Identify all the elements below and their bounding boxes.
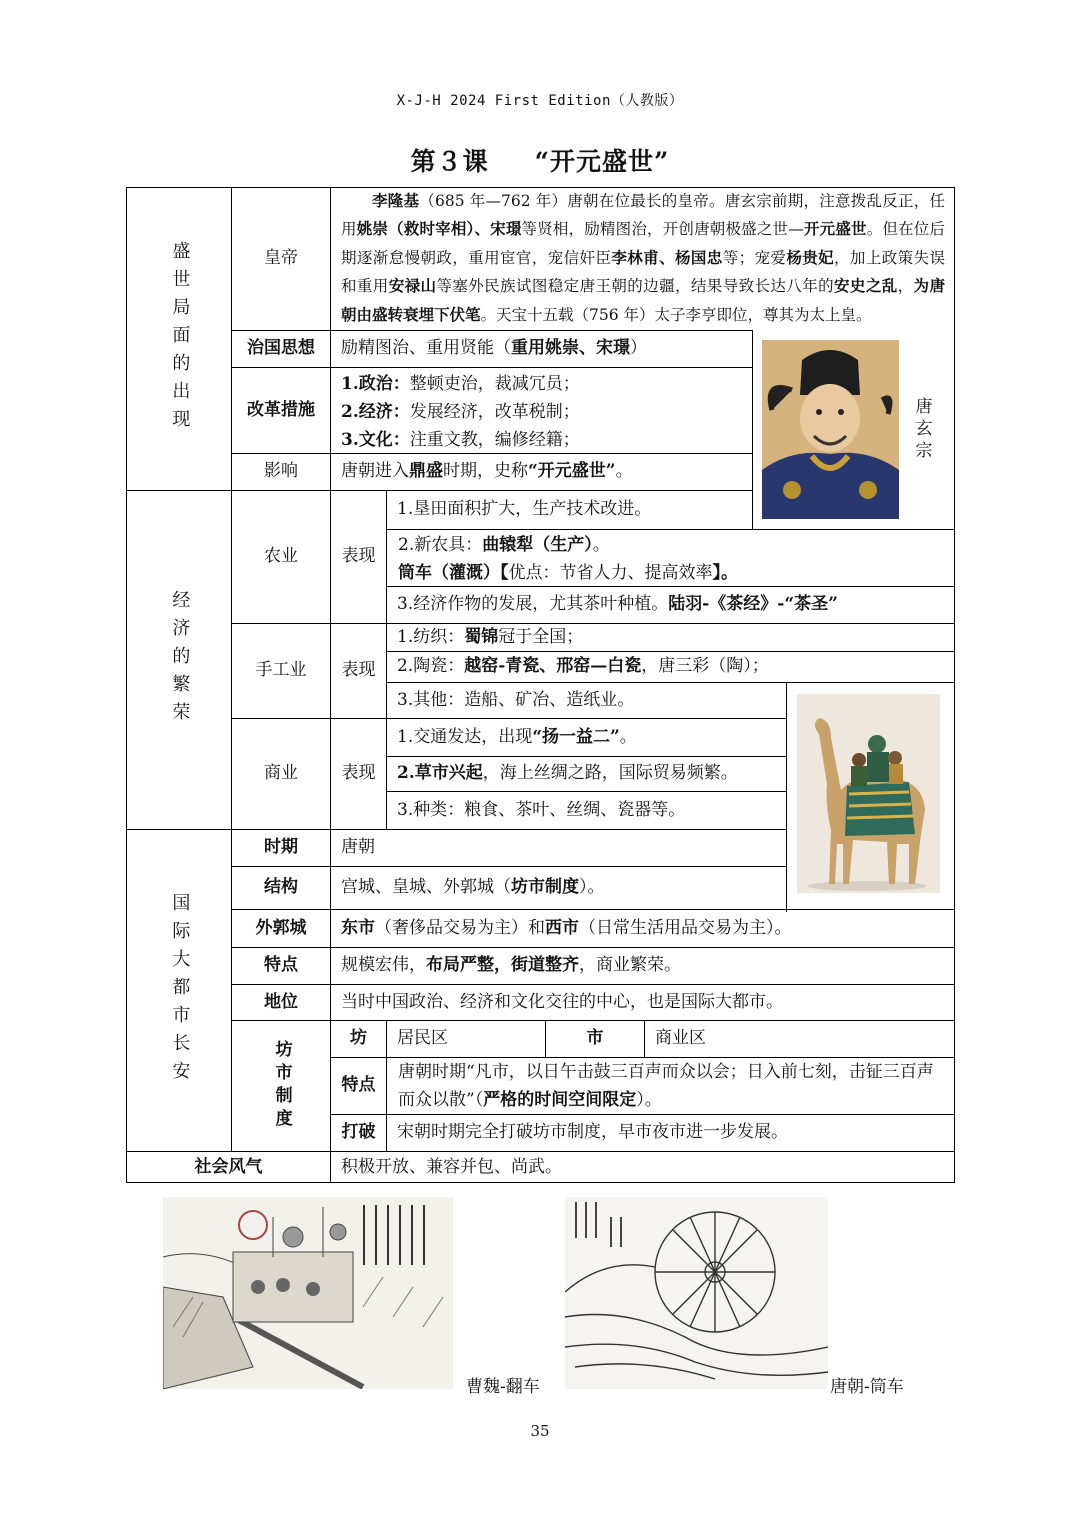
text-bold: “开元盛世” — [528, 461, 616, 482]
outer-city-value — [331, 910, 954, 947]
text-span: 宫城、皇城、外郭城（ — [341, 877, 511, 898]
text-bold: 越窑-青瓷、邢窑—白瓷 — [464, 656, 642, 677]
text-bold: 2.经济： — [341, 402, 410, 422]
text-span: 。天宝十五载（756 年）太子李亨即位，尊其为太上皇。 — [480, 305, 872, 324]
text-bold: 安禄山 — [388, 276, 437, 296]
text-span: 发展经济，改革税制； — [409, 402, 580, 422]
text-bold: 曲辕犁（生产） — [482, 535, 593, 555]
text-span: （奢侈品交易为主）和 — [375, 917, 545, 938]
emperor-label: 皇帝 — [264, 248, 298, 269]
shi-label: 市 — [586, 1028, 604, 1049]
text-span: 1.交通发达，出现 — [397, 726, 533, 747]
text-span: 规模宏伟， — [341, 955, 426, 976]
section-prosperity-rise: 盛世局面的出现 — [169, 241, 191, 437]
structure-value — [331, 867, 786, 909]
fang-label: 坊 — [350, 1028, 367, 1049]
text-bold: 】。 — [712, 563, 738, 583]
text-bold: 鼎盛 — [409, 461, 443, 482]
text-span: 注重文教，编修经籍； — [409, 430, 580, 450]
text-bold: 杨贵妃 — [786, 247, 835, 267]
page-number: 35 — [530, 1422, 550, 1440]
emperor-portrait-drawing — [762, 340, 899, 519]
handicraft-perf-label: 表现 — [341, 660, 376, 681]
caption-waterwheel: 唐朝-筒车 — [830, 1377, 904, 1397]
section-social-atmosphere: 社会风气 — [194, 1156, 263, 1177]
structure-label: 结构 — [264, 877, 298, 898]
text-span: 2.新农具： — [398, 535, 483, 555]
impact-content — [331, 454, 752, 490]
waterwheel-image — [565, 1197, 828, 1389]
period-value: 唐朝 — [341, 837, 375, 858]
text-span: 时期，史称 — [443, 461, 528, 482]
thought-label: 治国思想 — [247, 338, 315, 359]
social-atmosphere-value: 积极开放、兼容并包、尚武。 — [341, 1156, 562, 1177]
commerce-perf-label: 表现 — [341, 763, 376, 784]
period-label: 时期 — [264, 837, 298, 858]
reform-content — [341, 370, 741, 454]
section-changan-city: 国际大都市长安 — [169, 892, 191, 1089]
text-span: 。 — [592, 535, 610, 555]
text-span: 。但在位后期逐渐怠慢朝政，重用宦官，宠信奸臣 — [341, 220, 945, 267]
page-header: X-J-H 2024 First Edition（人教版） — [396, 93, 684, 109]
fang-value: 居民区 — [397, 1028, 448, 1049]
square-pallet-chain-pump-image — [163, 1197, 453, 1389]
handicraft-item-1 — [387, 624, 954, 651]
text-bold: 开元盛世 — [803, 219, 867, 239]
handicraft-label: 手工业 — [255, 660, 307, 681]
emperor-portrait-image — [762, 340, 899, 519]
text-span: 优点：节省人力、提高效率 — [508, 563, 713, 583]
text-span: 等贤相，励精图治，开创唐朝极盛之世— — [521, 220, 804, 239]
text-bold: 为唐朝由盛转衰埋下伏笔 — [341, 276, 945, 324]
text-span: ） — [630, 338, 647, 359]
camel-drawing — [797, 694, 940, 893]
page-title — [0, 142, 1080, 178]
text-span: ，唐三彩（陶）； — [641, 656, 769, 677]
thought-content — [331, 331, 752, 367]
text-bold: 东市 — [341, 917, 375, 938]
feature-label: 特点 — [264, 955, 298, 976]
text-bold: 安史之乱 — [834, 276, 898, 296]
break-label: 打破 — [341, 1122, 376, 1143]
text-span: 2.陶瓷： — [397, 656, 465, 677]
text-span: 整顿吏治，裁减冗员； — [409, 374, 580, 394]
text-span: 唐朝进入 — [341, 461, 409, 482]
section-economic-prosperity: 经济的繁荣 — [169, 590, 191, 730]
status-label: 地位 — [264, 991, 298, 1012]
text-span: 。 — [619, 726, 637, 747]
agri-line — [398, 531, 948, 559]
tricolor-camel-image — [797, 694, 940, 893]
text-span: ，海上丝绸之路，国际贸易频繁。 — [482, 763, 738, 784]
text-bold: 3.文化： — [341, 430, 410, 450]
portrait-caption: 唐玄宗 — [915, 397, 933, 461]
text-bold: “扬一益二” — [532, 726, 620, 747]
feature-value — [331, 948, 954, 984]
reform-label: 改革措施 — [247, 399, 315, 420]
reform-item — [341, 370, 741, 398]
text-span: 等塞外民族试图稳定唐王朝的边疆，结果导致长达八年的 — [436, 277, 835, 296]
commerce-item-2 — [387, 757, 786, 791]
text-span: 。 — [615, 461, 633, 482]
text-bold: 蜀锦 — [464, 626, 499, 647]
text-bold: 重用姚崇、宋璟 — [511, 338, 630, 359]
break-value: 宋朝时期完全打破坊市制度，早市夜市进一步发展。 — [397, 1122, 788, 1143]
text-bold: 陆羽-《茶经》-“茶圣” — [668, 594, 838, 615]
reform-item — [341, 426, 741, 454]
text-bold: 布局严整，街道整齐 — [426, 955, 579, 976]
text-bold: 西市 — [545, 917, 579, 938]
emperor-name: 李隆基 — [372, 191, 420, 210]
text-span: 3.经济作物的发展，尤其茶叶种植。 — [397, 594, 669, 615]
handicraft-item-3: 3.其他：造船、矿冶、造纸业。 — [397, 689, 635, 710]
agriculture-perf-label: 表现 — [341, 546, 376, 567]
text-bold: 2.草市兴起 — [397, 763, 483, 784]
agriculture-label: 农业 — [264, 546, 298, 567]
text-span: 等；宠爱 — [722, 248, 787, 267]
lesson-number: 第３课 — [410, 147, 489, 176]
text-span: 唐朝时期“凡市，以日午击鼓三百声而众以会；日入前七刻，击钲三百声而众以散”（ — [398, 1062, 934, 1110]
commerce-label: 商业 — [264, 763, 298, 784]
text-span: ）。 — [579, 877, 605, 898]
impact-label: 影响 — [264, 461, 298, 482]
tedian-value — [398, 1058, 950, 1114]
commerce-item-3: 3.种类：粮食、茶叶、丝绸、瓷器等。 — [397, 799, 686, 820]
text-bold: 筒车（灌溉）【 — [398, 563, 509, 583]
reform-item — [341, 398, 741, 426]
emperor-description — [341, 187, 945, 329]
text-span: ，加上政策失误和重用 — [341, 248, 945, 296]
status-value: 当时中国政治、经济和文化交往的中心，也是国际大都市。 — [341, 991, 783, 1012]
tedian-label: 特点 — [341, 1075, 376, 1096]
text-bold: 坊市制度 — [511, 877, 579, 898]
waterwheel-drawing — [565, 1197, 828, 1389]
text-bold: 严格的时间空间限定 — [483, 1090, 637, 1110]
agriculture-item-2 — [398, 531, 948, 587]
agri-line — [398, 559, 948, 587]
text-span: 励精图治、重用贤能（ — [341, 338, 511, 359]
outer-city-label: 外郭城 — [255, 917, 307, 938]
shi-value: 商业区 — [655, 1028, 706, 1049]
commerce-item-1 — [387, 719, 786, 756]
chain-pump-drawing — [163, 1197, 453, 1389]
caption-square-pallet-pump: 曹魏-翻车 — [466, 1377, 540, 1397]
text-bold: 1.政治： — [341, 374, 410, 394]
text-span: ，商业繁荣。 — [579, 955, 681, 976]
text-span: 1.纺织： — [397, 626, 465, 647]
text-span: 冠于全国； — [498, 626, 584, 647]
lesson-name: “开元盛世” — [534, 147, 670, 176]
agriculture-item-3 — [387, 587, 954, 623]
text-span: ， — [897, 277, 914, 296]
handicraft-item-2 — [387, 652, 954, 682]
text-span: （日常生活用品交易为主）。 — [579, 917, 792, 938]
text-span: ）。 — [636, 1090, 662, 1110]
text-bold: 李林甫、杨国忠 — [611, 247, 723, 267]
fangshi-system-label: 坊市制度 — [271, 1040, 292, 1132]
text-span: （685 年—762 年）唐朝在位最长的皇帝。唐玄宗前期，注意拨乱反正，任用 — [341, 192, 945, 239]
text-bold: 姚崇（救时宰相）、宋璟 — [356, 219, 522, 239]
agriculture-item-1: 1.垦田面积扩大，生产技术改进。 — [397, 499, 652, 520]
